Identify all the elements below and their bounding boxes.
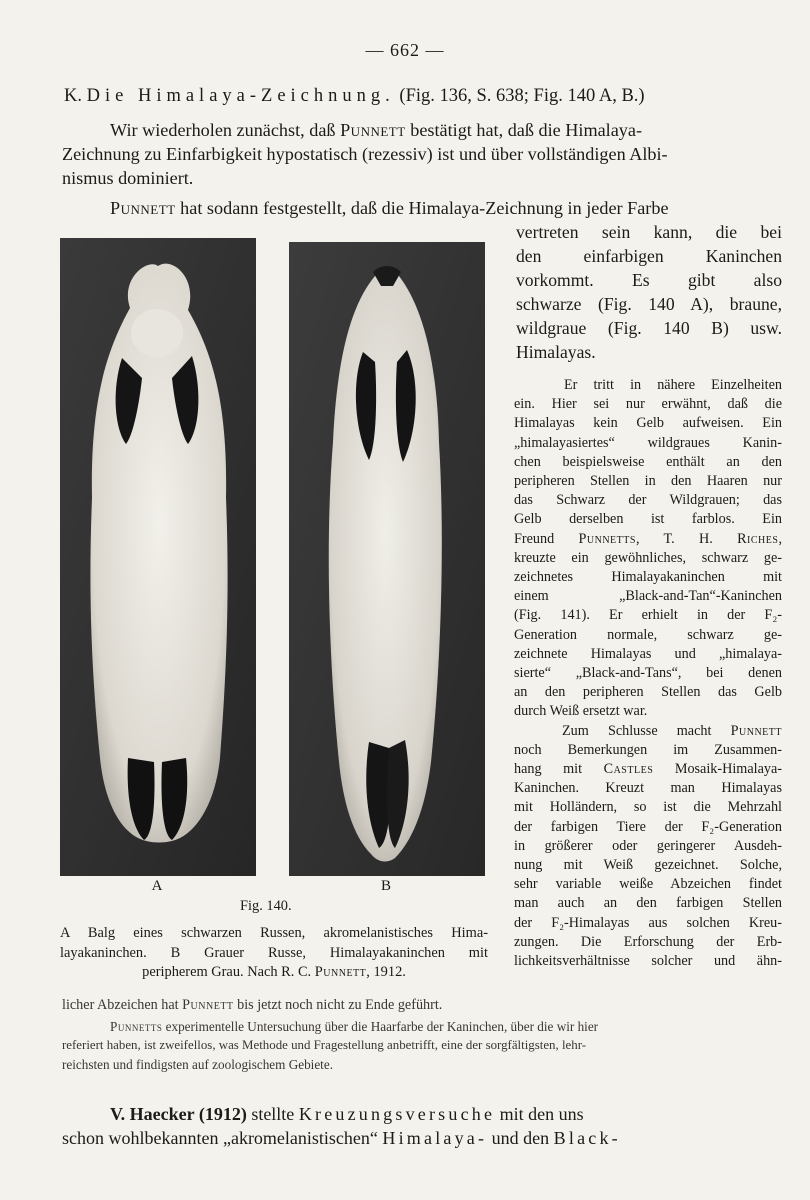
text: , T. H. — [635, 530, 713, 547]
paragraph-3-line-1 — [62, 1017, 784, 1036]
author-name: Punnetts — [110, 1019, 163, 1034]
small-line: zungen. Die Erforschung der Erb- — [514, 933, 782, 950]
text: stellte — [251, 1104, 295, 1124]
text: Zum Schlusse macht — [562, 722, 712, 739]
section-title: Die Himalaya-Zeichnung. — [86, 86, 395, 106]
text: bis jetzt noch nicht zu Ende geführt. — [237, 997, 443, 1013]
section-v-line-1 — [62, 1102, 784, 1126]
author-name: Punnett — [340, 120, 406, 140]
section-v-line-2 — [62, 1126, 784, 1150]
text: hang mit — [514, 761, 583, 778]
small-line: nung mit Weiß gezeichnet. Solche, — [514, 857, 782, 874]
section-label: K. — [64, 86, 82, 106]
small-line: an den peripheren Stellen das Gelb — [514, 684, 782, 701]
small-line: mit Holländern, so ist die Mehrzahl — [514, 799, 782, 816]
text: hat sodann festgestellt, daß die Himalaya-Zeichnung in jeder Farbe — [180, 198, 669, 218]
figure-140-photo-b — [289, 242, 485, 876]
section-v — [62, 1102, 784, 1150]
small-line: einem „Black-and-Tan“-Kaninchen — [514, 588, 782, 605]
small-line: (Fig. 141). Er erhielt in der F₂- — [514, 607, 782, 624]
small-line: Himalayas kein Gelb aufweisen. Ein — [514, 415, 782, 432]
text: , 1912. — [366, 964, 406, 980]
small-line — [514, 530, 782, 549]
small-line: zeichnetes Himalayakaninchen mit — [514, 569, 782, 586]
text: peripherem Grau. Nach R. C. — [142, 964, 312, 980]
figure-label-a: A — [151, 878, 163, 894]
author-name: V. Haecker (1912) — [110, 1104, 247, 1124]
emphasis-text: Black- — [553, 1128, 621, 1148]
text: und den — [491, 1128, 550, 1148]
paragraph-3-line-3: reichsten und findigsten auf zoologischem Gebiete. — [62, 1057, 333, 1072]
small-column-last-line — [62, 996, 784, 1015]
author-name: Punnett — [182, 997, 234, 1013]
small-line — [514, 760, 782, 779]
column-line: wildgraue (Fig. 140 B) usw. — [516, 318, 782, 338]
small-line: Generation normale, schwarz ge- — [514, 626, 782, 643]
paragraph-1 — [62, 118, 784, 190]
small-line: lichkeitsverhältnisse solcher und ähn- — [514, 953, 782, 970]
author-name: Castles — [603, 761, 654, 778]
section-heading — [64, 86, 784, 107]
figure-label-b: B — [380, 878, 391, 894]
small-line: noch Bemerkungen im Zusammen- — [514, 741, 782, 758]
author-name: Punnett — [730, 722, 783, 739]
small-line: das Schwarz der Wildgrauen; das — [514, 492, 782, 509]
small-line: Kaninchen. Kreuzt man Himalayas — [514, 780, 782, 797]
caption-line-3 — [60, 963, 488, 983]
author-name: Punnetts — [578, 530, 636, 547]
paragraph-2-line-1 — [62, 196, 784, 220]
small-line: kreuzte ein gewöhnliches, schwarz ge- — [514, 549, 782, 566]
figure-caption — [60, 924, 488, 983]
small-line: ein. Hier sei nur erwähnt, daß die — [514, 396, 782, 413]
text: schon wohlbekannten „akromelanistischen“ — [62, 1128, 378, 1148]
small-line: in größerer oder geringerer Ausdeh- — [514, 837, 782, 854]
emphasis-text: Kreuzungsversuche — [298, 1104, 496, 1124]
paragraph-2-column — [516, 220, 782, 364]
paragraph-1-line-2: Zeichnung zu Einfarbigkeit hypostatisch (rezessiv) ist und über vollständigen Albi- — [62, 144, 668, 164]
text: bestätigt hat, daß die Himalaya- — [410, 120, 643, 140]
small-line — [514, 722, 782, 741]
small-line: Gelb derselben ist farblos. Ein — [514, 511, 782, 528]
text: Wir wiederholen zunächst, daß — [110, 120, 336, 140]
author-name: Riches — [737, 530, 779, 547]
column-line: schwarze (Fig. 140 A), braune, — [516, 294, 782, 314]
text: Mosaik-Himalaya- — [674, 761, 782, 778]
small-line: zeichnete Himalayas und „himalaya- — [514, 645, 782, 662]
small-line: der farbigen Tiere der F₂-Generation — [514, 818, 782, 835]
small-line: chen beispielsweise enthält an den — [514, 453, 782, 470]
small-line: „himalayasiertes“ wildgraues Kanin- — [514, 434, 782, 451]
caption-line-1: A Balg eines schwarzen Russen, akromelanistisches Hima- — [60, 925, 488, 941]
column-line: den einfarbigen Kaninchen — [516, 246, 782, 266]
figure-number: Fig. 140. — [240, 898, 292, 914]
author-name: Punnett — [110, 198, 176, 218]
small-line: durch Weiß ersetzt war. — [514, 703, 648, 720]
emphasis-text: Himalaya- — [382, 1128, 488, 1148]
rabbit-pelt-b-image — [289, 242, 485, 876]
column-line: Himalayas. — [516, 342, 596, 362]
text: experimentelle Untersuchung über die Haarfarbe der Kaninchen, über die wir hier — [165, 1019, 599, 1034]
small-line: sierte“ „Black-and-Tans“, bei denen — [514, 665, 782, 682]
small-column — [514, 376, 782, 971]
small-line: sehr variable weiße Abzeichen findet — [514, 876, 782, 893]
author-name: Punnett — [314, 964, 367, 980]
paragraph-1-line-1 — [62, 118, 784, 142]
column-line: vertreten sein kann, die bei — [516, 222, 782, 242]
caption-line-2: layakaninchen. B Grauer Russe, Himalayakaninchen mit — [60, 944, 488, 961]
small-line: Er tritt in nähere Einzelheiten — [564, 377, 782, 393]
text: , — [778, 530, 782, 547]
paragraph-3-line-2: referiert haben, ist zweifellos, was Methode und Fragestellung anbetrifft, eine der sorgfältigsten, lehr- — [62, 1038, 587, 1052]
paragraph-3 — [62, 1017, 784, 1074]
paragraph-1-line-3: nismus dominiert. — [62, 168, 194, 188]
section-reference: (Fig. 136, S. 638; Fig. 140 A, B.) — [399, 86, 645, 106]
small-line: der F₂-Himalayas aus solchen Kreu- — [514, 914, 782, 931]
rabbit-pelt-a-image — [60, 238, 256, 876]
figure-140-photo-a — [60, 238, 256, 876]
text: Freund — [514, 530, 555, 547]
text: licher Abzeichen hat — [62, 997, 179, 1013]
small-line: man auch an den farbigen Stellen — [514, 895, 782, 912]
small-line: peripheren Stellen in den Haaren nur — [514, 473, 782, 490]
column-line: vorkommt. Es gibt also — [516, 270, 782, 290]
text: mit den uns — [499, 1104, 584, 1124]
page-number: — 662 — — [365, 40, 445, 60]
